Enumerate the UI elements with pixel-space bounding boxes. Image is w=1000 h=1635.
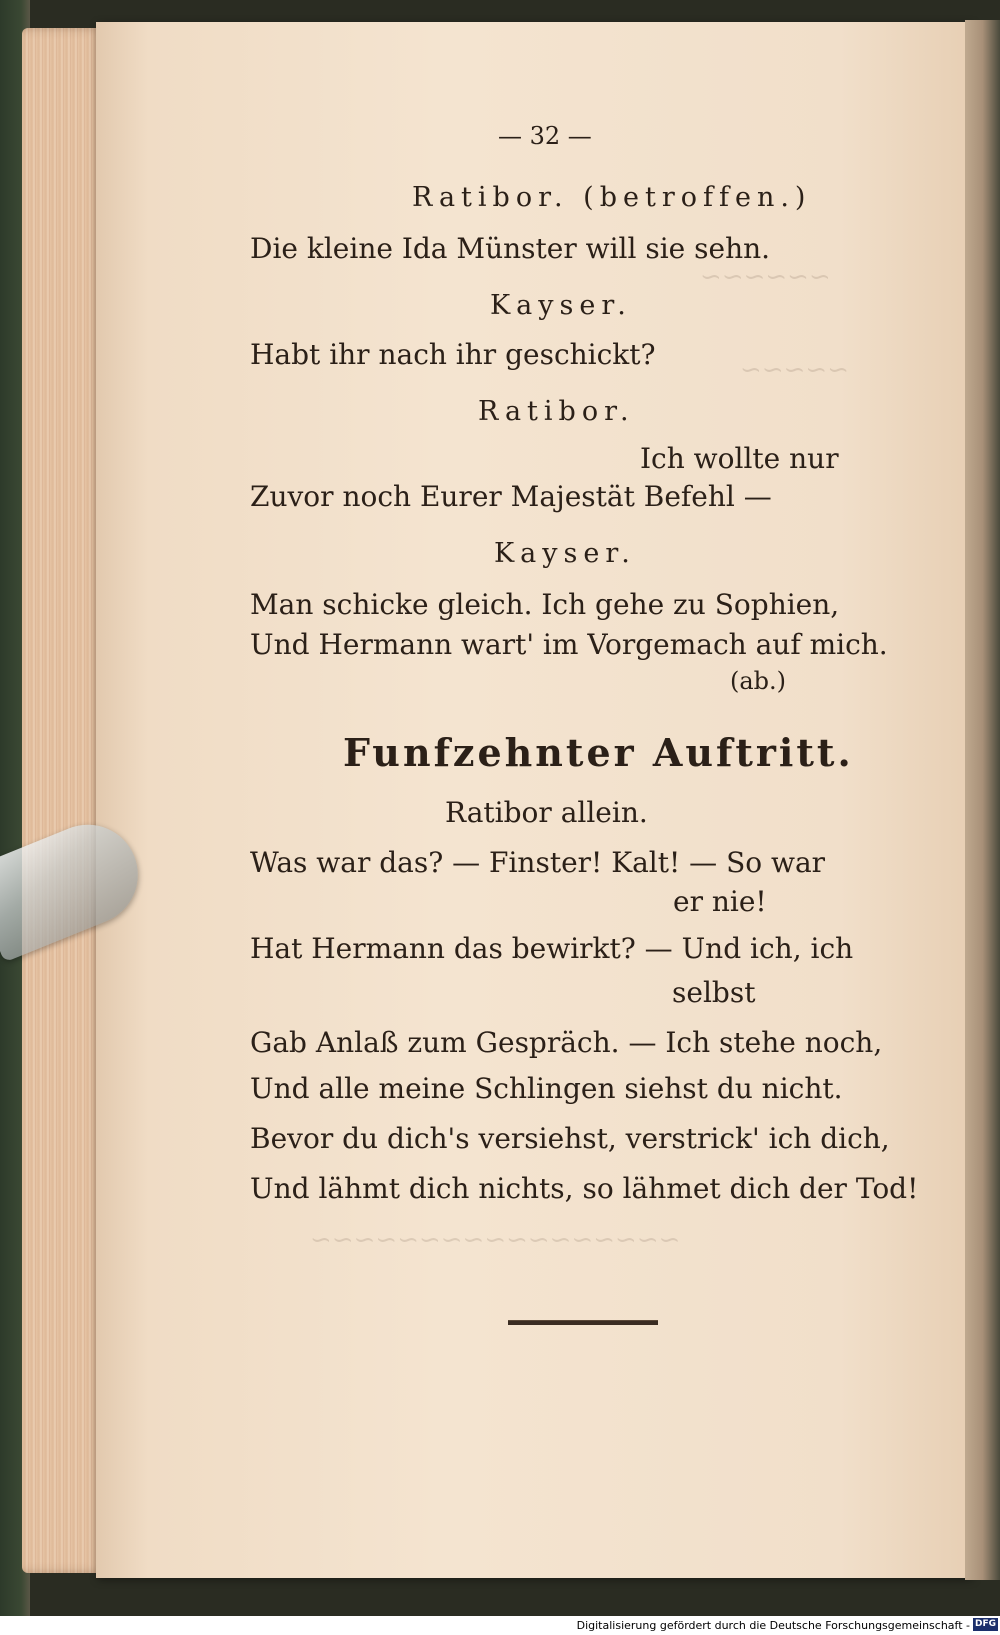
bleed-through-decoration: ~~~~~~ <box>700 262 831 292</box>
bleed-through-decoration: ~~~~~ <box>740 355 849 385</box>
speaker-ratibor-alone: Ratibor allein. <box>445 796 648 829</box>
scene-heading: Funfzehnter Auftritt. <box>343 730 854 775</box>
page-number: — 32 — <box>498 122 592 150</box>
page-edges <box>22 28 104 1573</box>
verse-line: Die kleine Ida Münster will sie sehn. <box>250 232 771 265</box>
speaker-ratibor: Ratibor. <box>478 396 635 427</box>
verse-line: Was war das? — Finster! Kalt! — So war <box>250 846 826 879</box>
verse-line: Und lähmt dich nichts, so lähmet dich der Tod! <box>250 1172 919 1205</box>
bleed-through-decoration: ~~~~~~~~~~~~~~~~~ <box>310 1225 681 1255</box>
verse-line: Hat Hermann das bewirkt? — Und ich, ich <box>250 932 854 965</box>
end-rule <box>508 1320 658 1325</box>
facing-page-edge <box>965 20 1000 1580</box>
verse-line-continuation: selbst <box>672 976 756 1009</box>
dfg-logo: DFG <box>974 1619 996 1629</box>
verse-line: Und Hermann wart' im Vorgemach auf mich. <box>250 628 888 661</box>
footer-credit: Digitalisierung gefördert durch die Deutsche Forschungsgemeinschaft - <box>576 1619 970 1632</box>
verse-line: Habt ihr nach ihr geschickt? <box>250 338 656 371</box>
speaker-ratibor: Ratibor. (betroffen.) <box>412 182 812 213</box>
verse-line: Gab Anlaß zum Gespräch. — Ich stehe noch, <box>250 1026 883 1059</box>
verse-line: Zuvor noch Eurer Majestät Befehl — <box>250 480 772 513</box>
speaker-kayser: Kayser. <box>494 538 636 569</box>
verse-line-continuation: er nie! <box>673 885 767 918</box>
verse-line: Man schicke gleich. Ich gehe zu Sophien, <box>250 588 840 621</box>
verse-line: Ich wollte nur <box>640 442 839 475</box>
speaker-kayser: Kayser. <box>490 290 632 321</box>
verse-line: Und alle meine Schlingen siehst du nicht. <box>250 1072 843 1105</box>
stage-direction: (ab.) <box>730 667 787 695</box>
verse-line: Bevor du dich's versiehst, verstrick' ich dich, <box>250 1122 890 1155</box>
